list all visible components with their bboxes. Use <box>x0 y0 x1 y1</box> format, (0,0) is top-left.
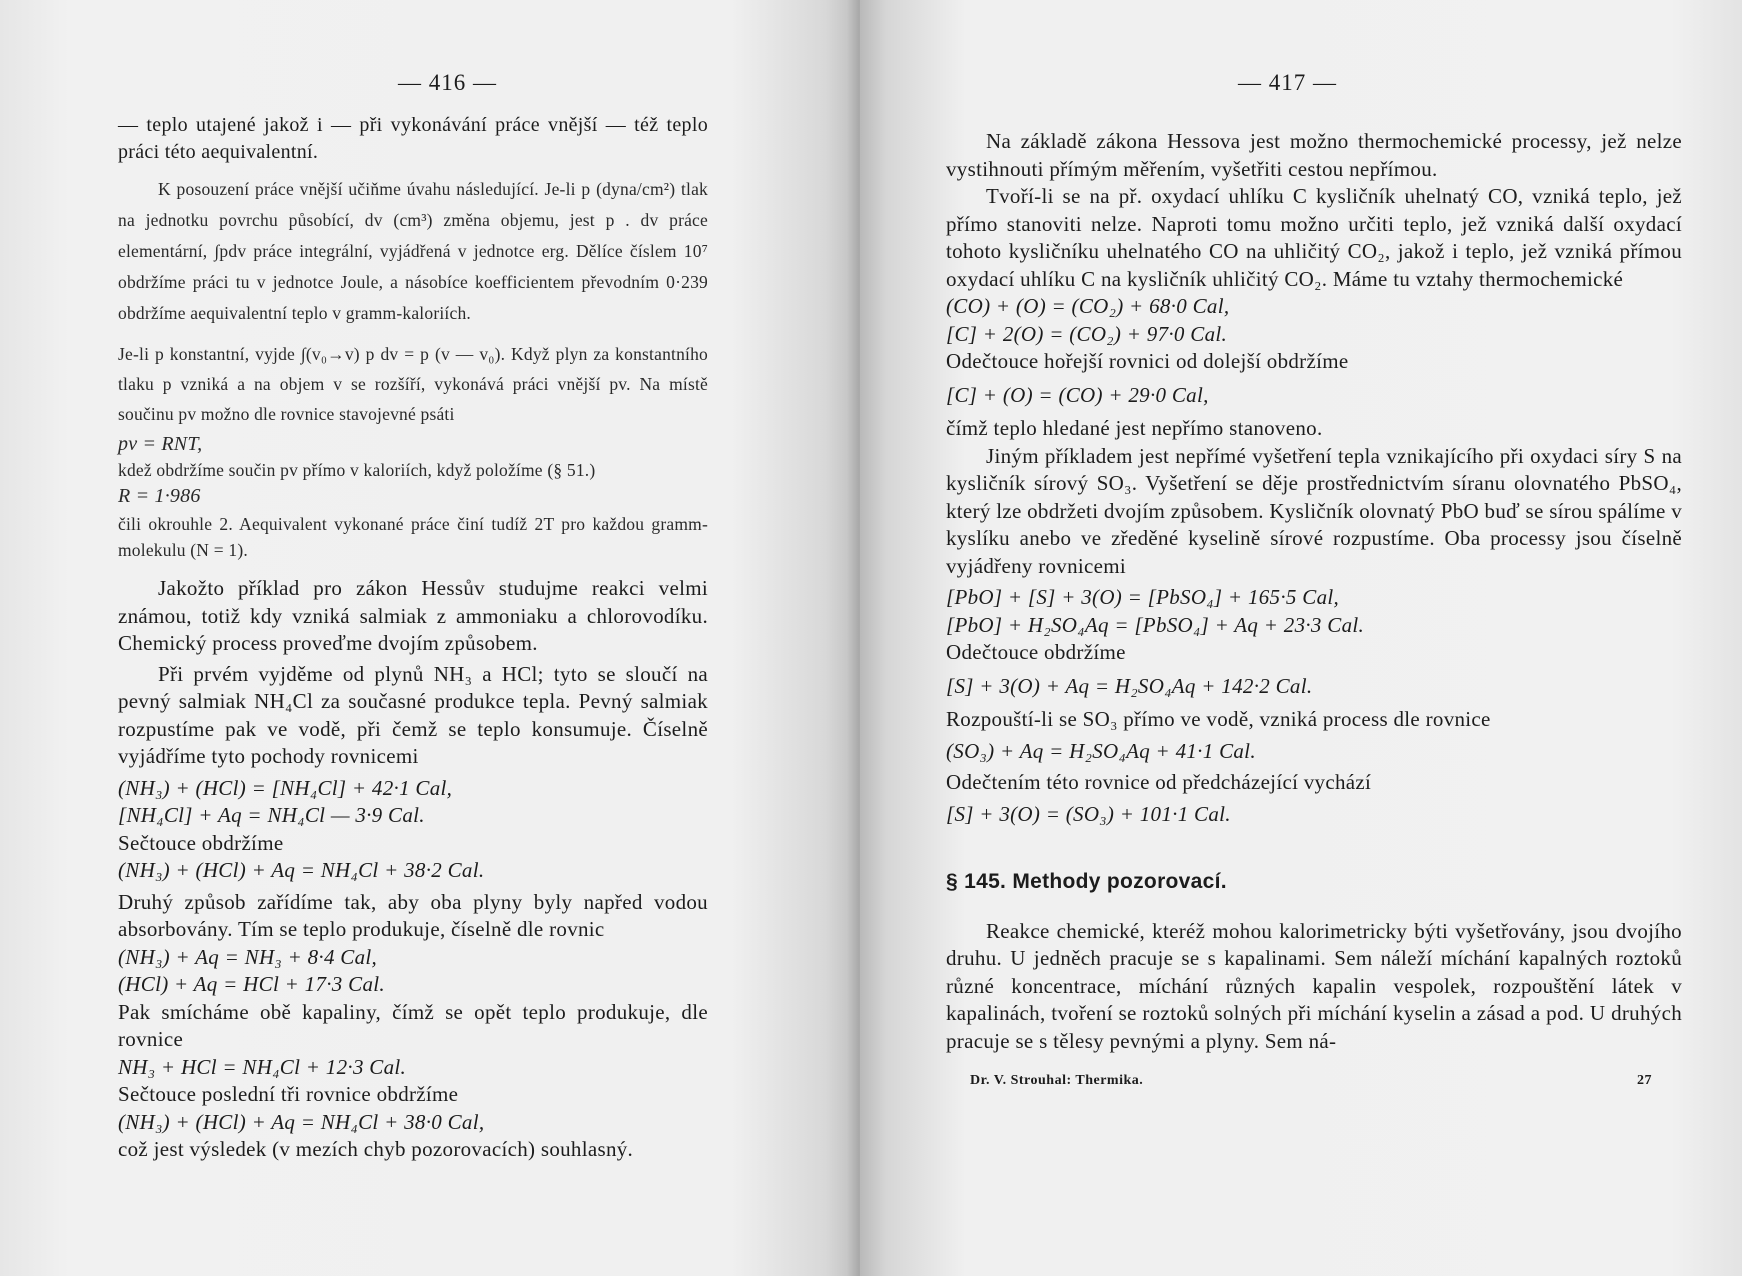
left-page <box>0 0 860 1276</box>
page-number: — 416 — <box>398 70 497 95</box>
paragraph: Sečtouce poslední tři rovnice obdržíme <box>118 1082 459 1106</box>
left-text-column <box>118 112 708 1164</box>
paragraph: Je-li p konstantní, vyjde ∫(v₀→v) p dv = p (v — v₀). Když plyn za konstantního tlaku p vzniká a na objem v se rozšíří, vykonává práci vnější pv. Na místě součinu pv možno dle rovnice stavojevné psáti <box>118 344 708 424</box>
equation: (NH₃) + Aq = NH₃ + 8·4 Cal, <box>118 944 378 969</box>
paragraph: Sečtouce obdržíme <box>118 830 284 855</box>
paragraph: Druhý způsob zařídíme tak, aby oba plyny byly napřed vodou absorbovány. Tím se teplo produkuje, číselně dle rovnic <box>118 889 708 941</box>
equation: [NH₄Cl] + Aq = NH₄Cl — 3·9 Cal. <box>118 803 425 827</box>
paragraph: Odečtením této rovnice od předcházející vychází <box>946 770 1372 794</box>
paragraph: K posouzení práce vnější učiňme úvahu následující. Je-li p (dyna/cm²) tlak na jednotku povrchu působící, dv (cm³) změna objemu, jest p . dv práce elementární, ∫pdv práce integrální, vyjádřená v jednotce erg. Dělíce číslem 10⁷ obdržíme práci tu v jednotce Joule, a násobíce koefficientem převodním 0·239 obdržíme aequivalentní teplo v gramm-kaloriích. <box>118 179 708 323</box>
right-text-column <box>946 128 1682 1093</box>
page-number: — 417 — <box>1238 70 1337 95</box>
paragraph: což jest výsledek (v mezích chyb pozorovacích) souhlasný. <box>118 1137 634 1161</box>
equation: (CO) + (O) = (CO₂) + 68·0 Cal, <box>946 294 1230 318</box>
footer-author: Dr. V. Strouhal: Thermika. <box>970 1073 1144 1088</box>
equation: (NH₃) + (HCl) + Aq = NH₄Cl + 38·2 Cal. <box>118 858 485 882</box>
paragraph: — teplo utajené jakož i — při vykonávání práce vnější — též teplo práci této aequivalentní. <box>118 114 708 163</box>
paragraph: čili okrouhle 2. Aequivalent vykonané práce činí tudíž 2T pro každou gramm-molekulu (N = 1). <box>118 514 708 560</box>
paragraph: Jakožto příklad pro zákon Hessův studujme reakci velmi známou, totiž kdy vzniká salmiak z ammoniaku a chlorovodíku. Chemický process proveďme dvojím způsobem. <box>118 576 708 655</box>
paragraph: Rozpouští-li se SO₃ přímo ve vodě, vzniká process dle rovnice <box>946 707 1491 731</box>
equation: (NH₃) + (HCl) = [NH₄Cl] + 42·1 Cal, <box>118 775 453 800</box>
equation: [S] + 3(O) + Aq = H₂SO₄Aq + 142·2 Cal. <box>946 673 1313 698</box>
section-heading: § 145. Methody pozorovací. <box>946 870 1227 893</box>
paragraph: Tvoří-li se na př. oxydací uhlíku C kysličník uhelnatý CO, vzniká teplo, jež přímo stanoviti nelze. Naproti tomu možno určiti teplo, jež vzniká další oxydací tohoto kysličníku uhelnatého CO na uhličitý CO₂, jakož i teplo, jež vzniká přímou oxydací uhlíku C na kysličník uhličitý CO₂. Máme tu vztahy thermochemické <box>946 184 1682 291</box>
paragraph: Odečtouce hořejší rovnici od dolejší obdržíme <box>946 349 1349 373</box>
equation: pv = RNT, <box>118 433 203 455</box>
equation: NH₃ + HCl = NH₄Cl + 12·3 Cal. <box>118 1054 407 1079</box>
equation: (SO₃) + Aq = H₂SO₄Aq + 41·1 Cal. <box>946 738 1256 763</box>
right-page <box>860 0 1742 1276</box>
paragraph: Při prvém vyjděme od plynů NH₃ a HCl; tyto se sloučí na pevný salmiak NH₄Cl za současné produkce tepla. Pevný salmiak rozpustíme pak ve vodě, při čemž se teplo konsumuje. Číselně vyjádříme tyto pochody rovnicemi <box>118 661 708 768</box>
equation: [PbO] + [S] + 3(O) = [PbSO₄] + 165·5 Cal, <box>946 585 1340 609</box>
equation: (NH₃) + (HCl) + Aq = NH₄Cl + 38·0 Cal, <box>118 1109 485 1134</box>
equation: (HCl) + Aq = HCl + 17·3 Cal. <box>118 972 385 996</box>
paragraph: Na základě zákona Hessova jest možno thermochemické processy, jež nelze vystihnouti přímým měřením, vyšetřiti cestou nepřímou. <box>946 129 1682 181</box>
paragraph: Jiným příkladem jest nepřímé vyšetření tepla vznikajícího při oxydaci síry S na kysličník sírový SO₃. Vyšetření se děje prostřednictvím síranu olovnatého PbSO₄, který lze obdržeti dvojím způsobem. Kysličník olovnatý PbO buď se sírou spálíme v kyslíku anebo ve zředěné kyselině sírové rozpustíme. Oba processy jsou číselně vyjádřeny rovnicemi <box>946 443 1683 578</box>
equation: [C] + (O) = (CO) + 29·0 Cal, <box>946 382 1209 407</box>
paragraph: Odečtouce obdržíme <box>946 640 1126 664</box>
equation: R = 1·986 <box>118 485 201 507</box>
equation: [PbO] + H₂SO₄Aq = [PbSO₄] + Aq + 23·3 Cal. <box>946 612 1365 637</box>
footer-signature-mark: 27 <box>1637 1073 1652 1088</box>
paragraph: čímž teplo hledané jest nepřímo stanoveno. <box>946 416 1323 440</box>
paragraph: Pak smícháme obě kapaliny, čímž se opět teplo produkuje, dle rovnice <box>118 999 708 1051</box>
equation: [S] + 3(O) = (SO₃) + 101·1 Cal. <box>946 801 1231 826</box>
paragraph: Reakce chemické, kteréž mohou kalorimetricky býti vyšetřovány, jsou dvojího druhu. U jedněch pracuje se s kapalinami. Sem náleží míchání kapalných roztoků různé koncentrace, míchání různých kapalin vespolek, rozpouštění látek v kapalinách, tvoření se roztoků solných při míchání kyselin a zásad a pod. U druhých pracuje se s tělesy pevnými a plyny. Sem ná- <box>946 918 1682 1053</box>
paragraph: kdež obdržíme součin pv přímo v kaloriích, když položíme (§ 51.) <box>118 460 596 480</box>
equation: [C] + 2(O) = (CO₂) + 97·0 Cal. <box>946 321 1228 346</box>
